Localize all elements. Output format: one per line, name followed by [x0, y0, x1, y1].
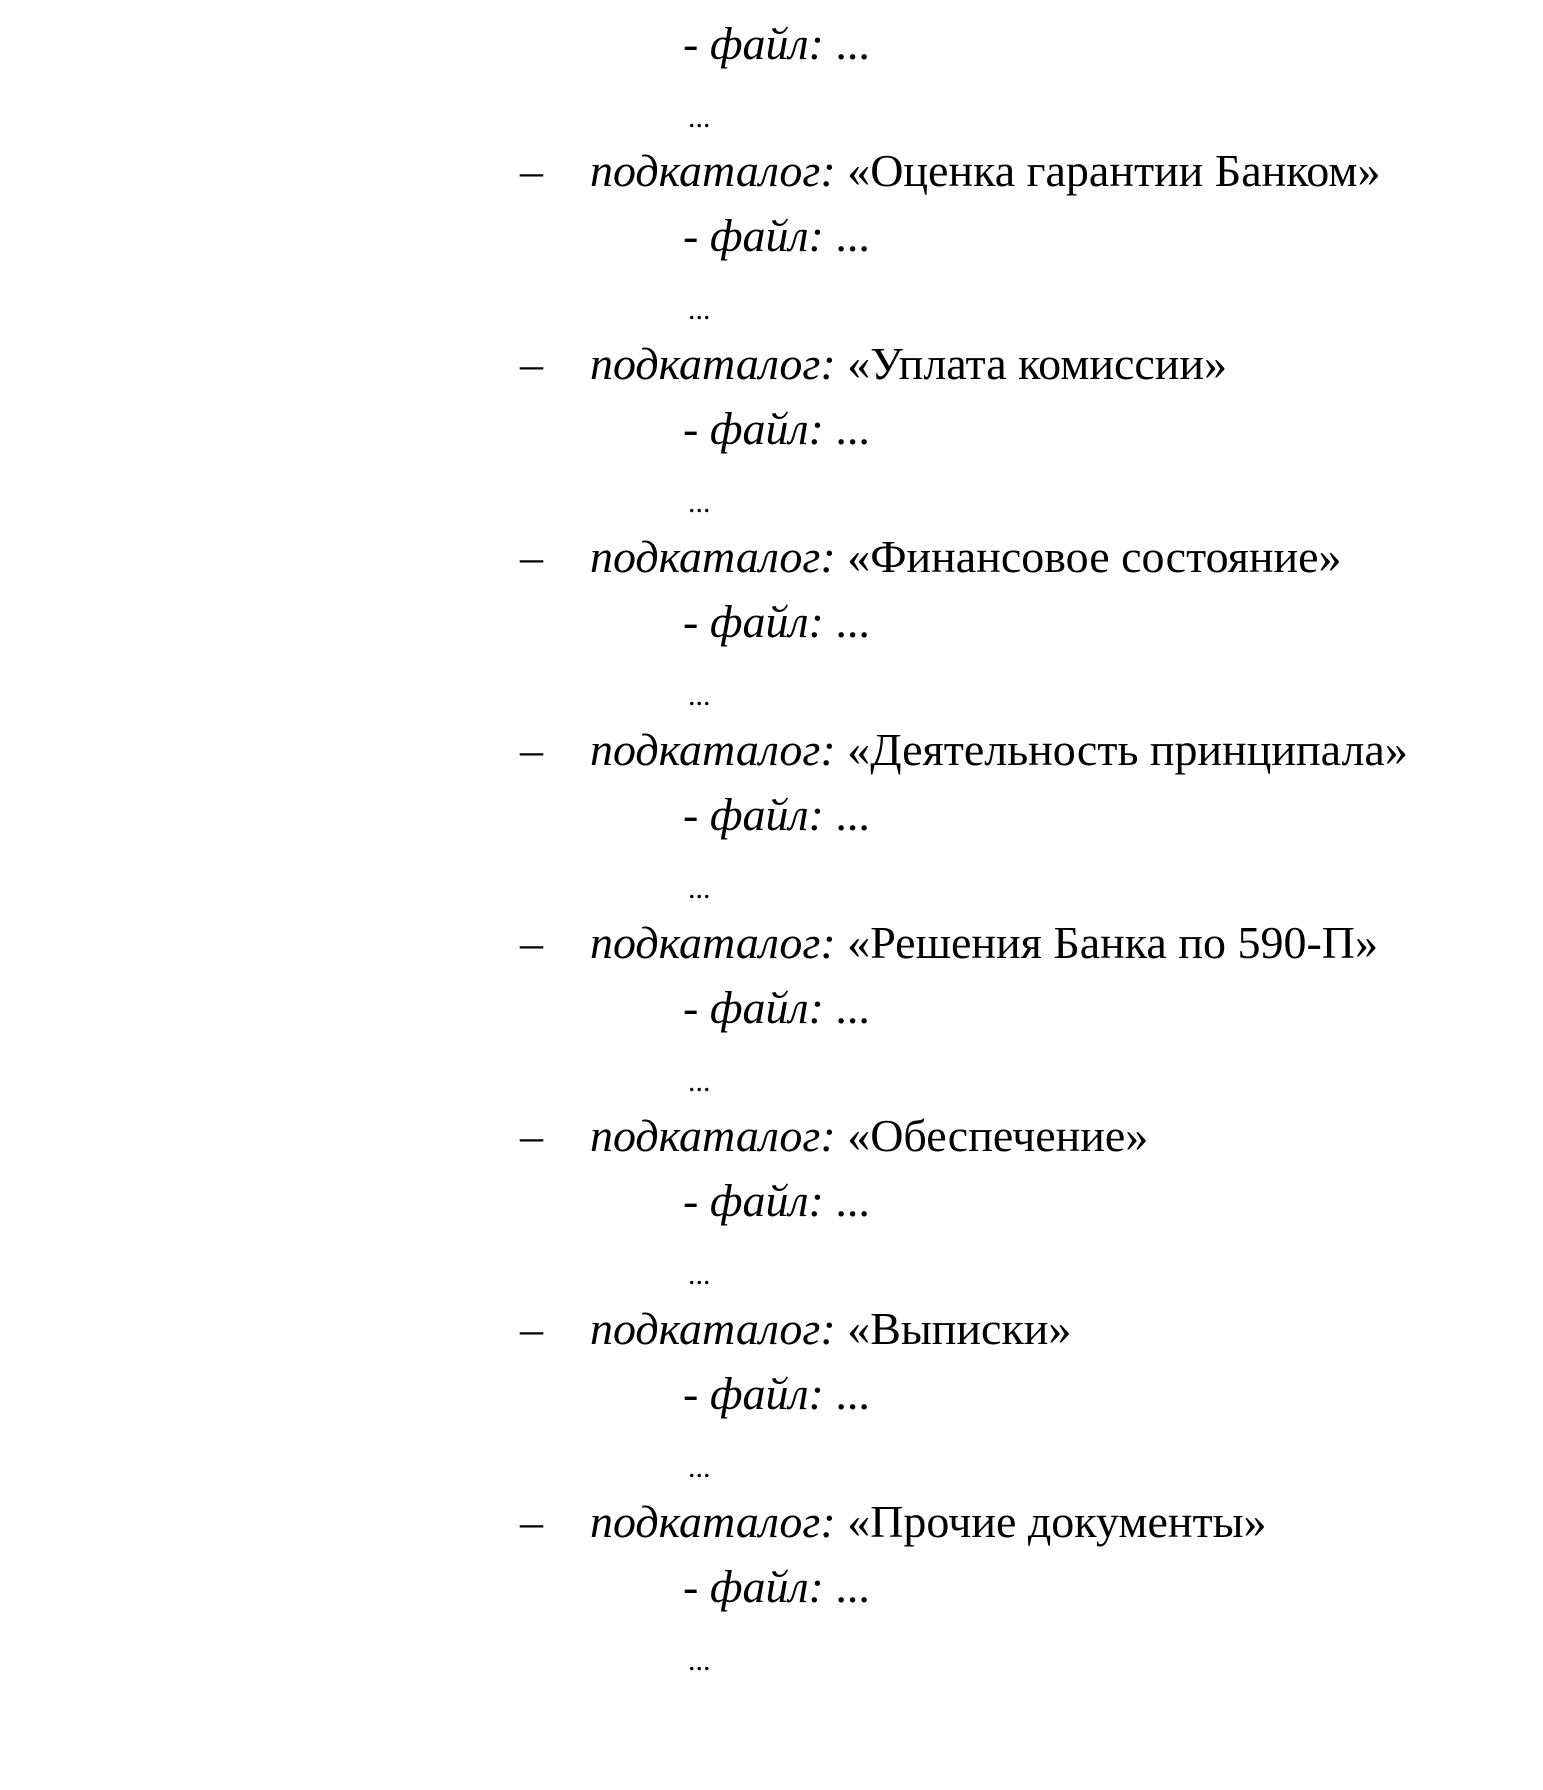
file-label: - файл: [683, 18, 824, 69]
subdirectory-name: «Решения Банка по 590-П» [847, 917, 1378, 968]
file-value: ... [835, 1175, 870, 1226]
file-label: - файл: [683, 1368, 824, 1419]
subdirectory-line [520, 1496, 1267, 1548]
file-value: ... [835, 1368, 870, 1419]
list-dash: – [520, 338, 543, 389]
file-line [683, 210, 870, 262]
list-dash: – [520, 917, 543, 968]
file-label: - файл: [683, 789, 824, 840]
subdirectory-line [520, 1110, 1148, 1162]
list-dash: – [520, 1303, 543, 1354]
subdirectory-line [520, 724, 1408, 776]
subdirectory-line [520, 338, 1227, 390]
file-label: - файл: [683, 982, 824, 1033]
subdirectory-name: «Выписки» [847, 1303, 1072, 1354]
file-line [683, 1175, 870, 1227]
list-dash: – [520, 1110, 543, 1161]
subdirectory-line [520, 145, 1381, 197]
file-label: - файл: [683, 1175, 824, 1226]
ellipsis-line: ... [688, 872, 711, 905]
subdirectory-name: «Прочие документы» [847, 1496, 1267, 1547]
list-dash: – [520, 724, 543, 775]
ellipsis-line: ... [688, 679, 711, 712]
subdirectory-name: «Уплата комиссии» [847, 338, 1228, 389]
file-value: ... [835, 789, 870, 840]
ellipsis-line: ... [688, 293, 711, 326]
subdirectory-label: подкаталог: [590, 1303, 836, 1354]
subdirectory-name: «Деятельность принципала» [847, 724, 1408, 775]
ellipsis-line: ... [688, 1258, 711, 1291]
file-line [683, 596, 870, 648]
ellipsis-line: ... [688, 1644, 711, 1677]
file-line [683, 403, 870, 455]
file-line [683, 1368, 870, 1420]
subdirectory-name: «Оценка гарантии Банком» [847, 145, 1381, 196]
subdirectory-name: «Финансовое состояние» [847, 531, 1342, 582]
subdirectory-name: «Обеспечение» [847, 1110, 1149, 1161]
subdirectory-label: подкаталог: [590, 531, 836, 582]
list-dash: – [520, 1496, 543, 1547]
ellipsis-line: ... [688, 486, 711, 519]
subdirectory-line [520, 917, 1378, 969]
file-value: ... [835, 596, 870, 647]
file-label: - файл: [683, 403, 824, 454]
file-value: ... [835, 1561, 870, 1612]
file-value: ... [835, 210, 870, 261]
subdirectory-label: подкаталог: [590, 1496, 836, 1547]
file-line [683, 789, 870, 841]
subdirectory-label: подкаталог: [590, 145, 836, 196]
file-value: ... [835, 982, 870, 1033]
subdirectory-line [520, 531, 1342, 583]
file-label: - файл: [683, 1561, 824, 1612]
file-label: - файл: [683, 596, 824, 647]
file-line [683, 18, 870, 70]
ellipsis-line: ... [688, 101, 711, 134]
ellipsis-line: ... [688, 1065, 711, 1098]
subdirectory-label: подкаталог: [590, 338, 836, 389]
file-value: ... [835, 18, 870, 69]
file-label: - файл: [683, 210, 824, 261]
subdirectory-line [520, 1303, 1071, 1355]
file-value: ... [835, 403, 870, 454]
subdirectory-label: подкаталог: [590, 917, 836, 968]
ellipsis-line: ... [688, 1451, 711, 1484]
subdirectory-label: подкаталог: [590, 724, 836, 775]
file-line [683, 1561, 870, 1613]
file-line [683, 982, 870, 1034]
list-dash: – [520, 145, 543, 196]
list-dash: – [520, 531, 543, 582]
subdirectory-label: подкаталог: [590, 1110, 836, 1161]
